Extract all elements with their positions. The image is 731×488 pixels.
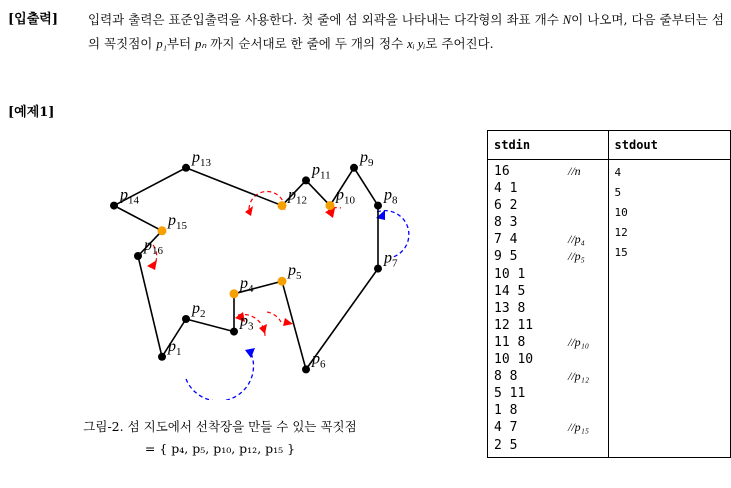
stdin-value: 14 5	[494, 283, 526, 299]
stdin-value: 13 8	[494, 300, 526, 316]
stdin-comment: //p₁₅	[568, 420, 590, 435]
vertex-p8	[374, 202, 382, 210]
desc-text-5: 로 주어진다.	[425, 36, 494, 51]
stdout-header: stdout	[608, 131, 730, 160]
stdin-row	[494, 419, 602, 436]
arrow-p15	[147, 260, 157, 270]
vertex-label-p4: $p_4$	[240, 274, 254, 295]
stdin-row	[494, 368, 602, 385]
stdin-value: 8 3	[494, 215, 518, 231]
stdin-value: 1 8	[494, 403, 518, 419]
stdout-cell	[608, 160, 730, 458]
vertex-p2	[182, 315, 190, 323]
vertex-label-p13: $p_{13}$	[192, 148, 211, 169]
stdin-row	[494, 437, 602, 454]
stdout-row: 15	[614, 246, 628, 259]
vertex-label-p11: $p_{11}$	[312, 161, 331, 182]
stdin-row	[494, 283, 602, 300]
vertex-layer	[110, 149, 398, 374]
stdin-row	[494, 163, 602, 180]
angle-arcs	[152, 192, 409, 400]
stdin-row	[494, 334, 602, 351]
stdin-value: 4 7	[494, 420, 518, 436]
example-label: [예제1]	[8, 105, 55, 120]
vertex-label-p3: $p_3$	[240, 312, 254, 333]
stdin-value: 5 11	[494, 386, 526, 402]
arc-p1-p3	[186, 353, 253, 400]
arrow-p4b	[259, 324, 267, 334]
stdin-value: 2 5	[494, 437, 518, 453]
stdin-comment: //p₁₂	[568, 369, 590, 384]
vertex-p16	[134, 252, 142, 260]
arrow-p3	[245, 348, 255, 358]
vertex-p4	[230, 289, 239, 298]
stdin-value: 16	[494, 164, 510, 179]
vertex-p10	[326, 201, 335, 210]
vertex-p3	[230, 328, 238, 336]
vertex-label-p8: $p_8$	[384, 186, 398, 207]
vertex-label-p2: $p_2$	[192, 300, 206, 320]
figure-caption-set: = { p₄, p₅, p₁₀, p₁₂, p₁₅ }	[144, 441, 296, 456]
stdin-row	[494, 385, 602, 402]
vertex-p15	[158, 226, 167, 235]
var-pn: pₙ	[195, 37, 207, 51]
vertex-label-p14: $p_{14}$	[120, 186, 139, 207]
stdin-row	[494, 317, 602, 334]
stdin-header: stdin	[488, 131, 609, 160]
vertex-label-p9: $p_9$	[360, 148, 374, 169]
vertex-p9	[350, 164, 358, 172]
var-xi-yi: xᵢ yᵢ	[407, 37, 426, 51]
stdout-row: 12	[614, 226, 628, 239]
arc-p5	[267, 312, 281, 322]
vertex-label-p5: $p_5$	[288, 262, 302, 283]
vertex-p6	[302, 365, 310, 373]
vertex-p14	[110, 202, 118, 210]
stdin-row	[494, 402, 602, 419]
vertex-p11	[302, 176, 310, 184]
stdin-value: 4 1	[494, 181, 518, 197]
stdin-row	[494, 214, 602, 231]
stdin-row	[494, 180, 602, 197]
io-label: [입출력]	[8, 12, 58, 27]
stdin-comment: //n	[568, 164, 581, 178]
vertex-p7	[374, 265, 382, 273]
stdin-row	[494, 351, 602, 368]
vertex-label-p1: $p_1$	[168, 337, 182, 358]
stdin-row	[494, 266, 602, 283]
stdout-row: 5	[614, 186, 622, 199]
stdin-row	[494, 300, 602, 317]
vertex-label-p6: $p_6$	[312, 350, 326, 371]
io-description	[88, 8, 724, 56]
vertex-label-p15: $p_{15}$	[168, 211, 187, 232]
stdin-value: 8 8	[494, 369, 518, 385]
stdout-row: 4	[614, 166, 622, 179]
stdin-row	[494, 197, 602, 214]
vertex-label-p7: $p_7$	[384, 249, 398, 270]
desc-text-4: 까지 순서대로 한 줄에 두 개의 정수	[206, 36, 408, 51]
vertex-label-p16: $p_{16}$	[144, 237, 163, 257]
stdin-comment: //p₄	[568, 232, 585, 247]
stdin-value: 11 8	[494, 334, 526, 350]
island-polygon-figure	[55, 140, 455, 400]
stdin-cell	[488, 160, 609, 458]
stdin-value: 10 10	[494, 352, 534, 368]
arrow-p5	[283, 318, 293, 326]
stdin-comment: //p₅	[568, 249, 585, 264]
desc-text-2: 이 나오며, 다음 줄부터는 섬의 꼭짓점이	[88, 12, 725, 51]
vertex-p13	[182, 164, 190, 172]
vertex-label-p10: $p_{10}$	[336, 186, 355, 207]
desc-text-1: 입력과 출력은 표준입출력을 사용한다. 첫 줄에 섬 외곽을 나타내는 다각형의 좌표 개수	[88, 12, 563, 27]
stdin-value: 6 2	[494, 198, 518, 214]
stdin-row	[494, 248, 602, 265]
stdin-value: 10 1	[494, 266, 526, 282]
io-example-table	[487, 130, 731, 458]
var-n: N	[562, 13, 572, 27]
stdin-row	[494, 231, 602, 248]
vertex-p12	[278, 201, 287, 210]
vertex-p5	[278, 277, 287, 286]
stdin-value: 12 11	[494, 317, 534, 333]
stdout-row: 10	[614, 206, 628, 219]
desc-text-3: 부터	[166, 36, 196, 51]
vertex-label-p12: $p_{12}$	[288, 186, 307, 207]
var-p1: p₁	[156, 37, 167, 51]
stdin-value: 9 5	[494, 249, 518, 265]
stdin-value: 7 4	[494, 232, 518, 248]
figure-caption: 그림-2. 섬 지도에서 선착장을 만들 수 있는 꼭짓점	[83, 419, 357, 434]
stdin-comment: //p₁₀	[568, 334, 590, 349]
vertex-p1	[158, 353, 166, 361]
